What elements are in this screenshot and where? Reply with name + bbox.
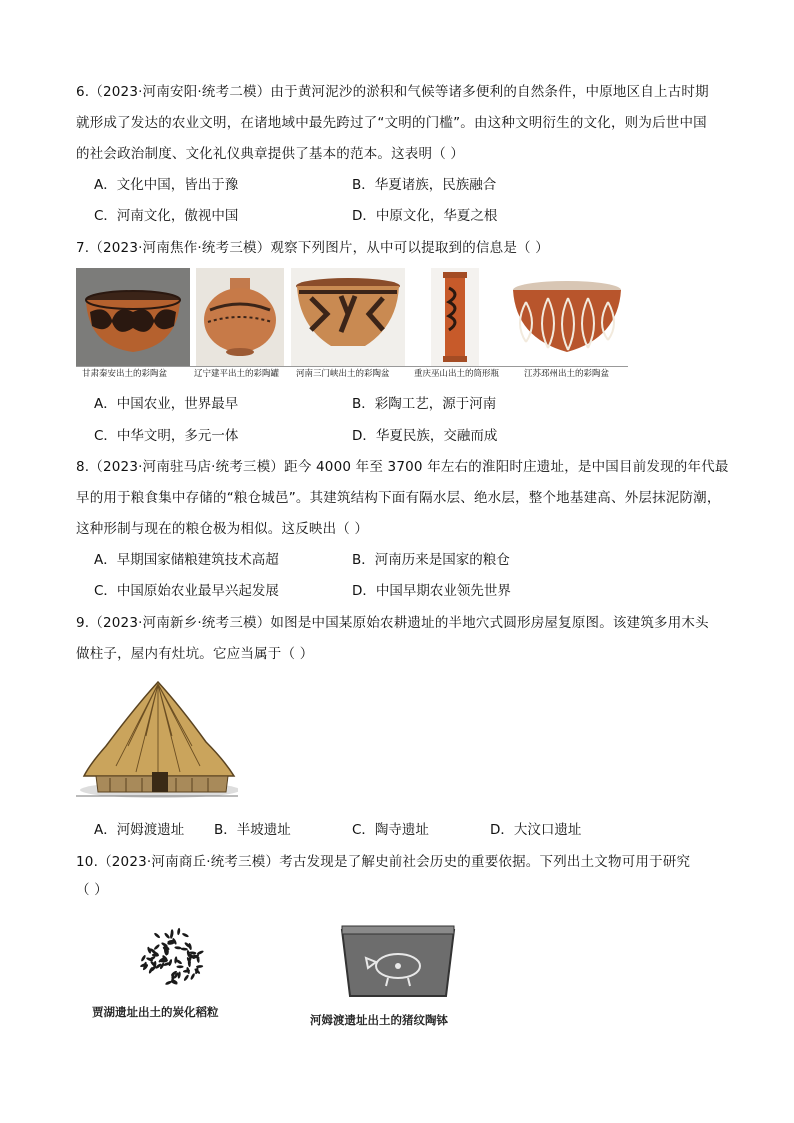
caption-sanmenxia: 河南三门峡出土的彩陶盆 (296, 369, 390, 379)
q9-stem-line1: 9.（2023·河南新乡·统考三模）如图是中国某原始农耕遗址的半地穴式圆形房屋复原图。该建筑多用木头 (76, 615, 709, 631)
q6-option-c[interactable]: C．河南文化，傲视中国 (94, 208, 239, 224)
caption-jiahu-rice: 贾湖遗址出土的炭化稻粒 (92, 1005, 219, 1019)
pottery-basin-jiangsu-image (508, 268, 626, 366)
q8-option-a[interactable]: A．早期国家储粮建筑技术高超 (94, 552, 279, 568)
caption-gansu: 甘肃秦安出土的彩陶盆 (82, 369, 168, 379)
q9-option-a[interactable]: A．河姆渡遗址 (94, 822, 185, 838)
q6-option-b[interactable]: B．华夏诸族，民族融合 (352, 177, 497, 193)
q8-stem-line2: 早的用于粮食集中存储的“粮仓城邑”。其建筑结构下面有隔水层、绝水层，整个地基建高、外层抹泥防潮， (76, 490, 721, 506)
q8-stem-line3: 这种形制与现在的粮仓极为相似。这反映出（ ） (76, 521, 369, 537)
q9-option-b[interactable]: B．半坡遗址 (214, 822, 291, 838)
q6-option-d[interactable]: D．中原文化，华夏之根 (352, 208, 498, 224)
caption-liaoning: 辽宁建平出土的彩陶罐 (194, 369, 280, 379)
q9-option-d[interactable]: D．大汶口遗址 (490, 822, 582, 838)
cylinder-vase-chongqing-image (431, 268, 479, 366)
q8-option-b[interactable]: B．河南历来是国家的粮仓 (352, 552, 510, 568)
pottery-basin-gansu-image (76, 268, 190, 366)
pottery-jar-liaoning-image (196, 268, 284, 366)
semi-subterranean-hut-image (76, 676, 238, 806)
q9-stem-line2: 做柱子，屋内有灶坑。它应当属于（ ） (76, 646, 314, 662)
q7-option-c[interactable]: C．中华文明，多元一体 (94, 428, 239, 444)
q6-stem-line3: 的社会政治制度、文化礼仪典章提供了基本的范本。这表明（ ） (76, 146, 465, 162)
q9-option-c[interactable]: C．陶寺遗址 (352, 822, 429, 838)
caption-hemudu-bowl: 河姆渡遗址出土的猪纹陶钵 (310, 1013, 448, 1027)
q8-option-c[interactable]: C．中国原始农业最早兴起发展 (94, 583, 279, 599)
pig-pattern-bowl-image (338, 920, 458, 1004)
q7-pottery-figure (76, 268, 628, 380)
q6-stem-line2: 就形成了发达的农业文明，在诸地域中最先跨过了“文明的门槛”。由这种文明衍生的文化，则为后世中国 (76, 115, 707, 131)
q6-option-a[interactable]: A．文化中国，皆出于豫 (94, 177, 239, 193)
q10-stem-line2: （ ） (76, 882, 108, 898)
q7-stem-line1: 7.（2023·河南焦作·统考三模）观察下列图片，从中可以提取到的信息是（ ） (76, 240, 549, 256)
q7-option-a[interactable]: A．中国农业，世界最早 (94, 396, 239, 412)
carbonized-rice-grains-image (130, 920, 214, 996)
q10-stem-line1: 10.（2023·河南商丘·统考三模）考古发现是了解史前社会历史的重要依据。下列出土文物可用于研究 (76, 854, 691, 870)
q8-stem-line1: 8.（2023·河南驻马店·统考三模）距今 4000 年至 3700 年左右的淮阳时庄遗址，是中国目前发现的年代最 (76, 459, 729, 475)
rice-grain (171, 929, 174, 936)
q7-option-b[interactable]: B．彩陶工艺，源于河南 (352, 396, 497, 412)
q7-option-d[interactable]: D．华夏民族，交融而成 (352, 428, 498, 444)
rice-grain (176, 965, 183, 968)
q8-option-d[interactable]: D．中国早期农业领先世界 (352, 583, 511, 599)
caption-chongqing: 重庆巫山出土的筒形瓶 (414, 369, 500, 379)
q6-stem-line1: 6.（2023·河南安阳·统考二模）由于黄河泥沙的淤积和气候等诸多便利的自然条件，中原地区自上古时期 (76, 84, 709, 100)
caption-jiangsu: 江苏邳州出土的彩陶盆 (524, 369, 610, 379)
pottery-basin-sanmenxia-image (291, 268, 405, 366)
